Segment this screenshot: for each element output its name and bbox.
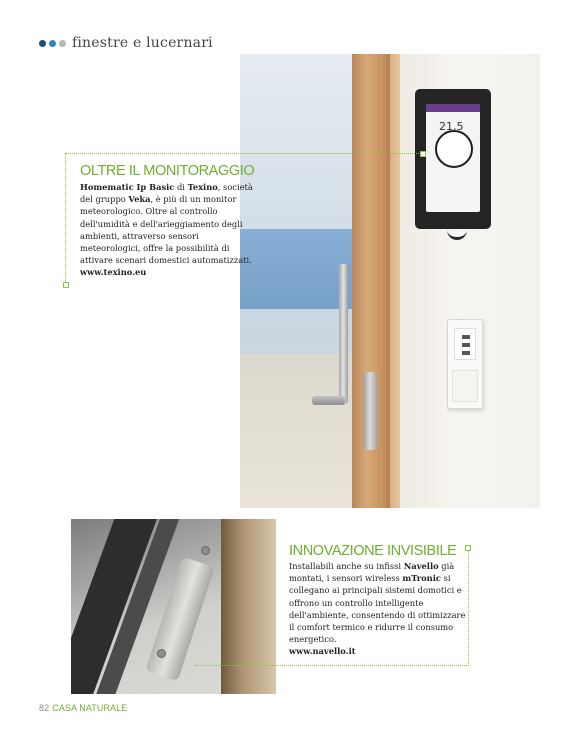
switch-panel <box>454 328 476 360</box>
callout-2-heading: INNOVAZIONE INVISIBILE <box>289 543 457 559</box>
switch-button-icon <box>462 335 470 339</box>
thermostat-dial-icon <box>435 130 473 168</box>
thermostat-tablet <box>415 89 491 229</box>
website-link[interactable]: www.navello.it <box>289 646 356 657</box>
body-text: di <box>174 182 188 192</box>
thermostat-temperature: 21,5 <box>439 120 464 133</box>
callout-2 <box>289 543 469 658</box>
section-title: finestre e lucernari <box>72 35 213 51</box>
body-text: , è più di un monitor meteorologico. Oltre al controllo dell'umidità e dell'arieggiamento degli ambienti, attraverso sensori meteorologici, offre la possibilità di attivare scenari domestici automatizzati. <box>80 194 252 266</box>
thermostat-screen <box>426 104 480 212</box>
page-footer <box>39 703 127 713</box>
callout-2-body <box>289 560 469 658</box>
body-text: si collegano ai principali sistemi domotici e offrono un controllo intelligente dell'ambiente, consentendo di ottimizzare il comfort termico e ridurre il consumo energetico. <box>289 573 466 645</box>
screw-icon <box>157 649 166 658</box>
dot-dark-blue <box>39 40 46 47</box>
section-dots-icon <box>39 40 66 47</box>
section-header <box>39 33 213 53</box>
switch-button-icon <box>462 351 470 355</box>
product-name: Homematic Ip Basic <box>80 182 175 192</box>
dot-blue <box>49 40 56 47</box>
callout-1-body <box>80 181 255 279</box>
window-handle-lever <box>312 396 345 405</box>
group-name: Veka <box>128 194 151 205</box>
website-link[interactable]: www.texino.eu <box>80 267 147 278</box>
body-text: , società del gruppo <box>80 182 253 205</box>
brand-name: Texino <box>187 182 218 192</box>
body-text: già montati, i sensori wireless <box>289 561 455 584</box>
magazine-name: CASA NATURALE <box>52 703 128 713</box>
window-handle-plate <box>363 372 377 450</box>
switch-lower-plate <box>452 370 478 402</box>
brand-name: Navello <box>403 561 439 571</box>
product-name: mTronic <box>402 573 441 584</box>
dot-grey <box>59 40 66 47</box>
thermostat-topbar <box>426 104 480 112</box>
page-number: 82 <box>39 703 50 713</box>
wall-switch <box>447 319 483 409</box>
window-handle-bar <box>339 264 348 404</box>
corner-square-icon <box>420 151 426 157</box>
callout-1-heading: OLTRE IL MONITORAGGIO <box>80 163 255 179</box>
switch-button-icon <box>462 343 470 347</box>
callout-1 <box>80 163 255 279</box>
corner-square-icon <box>63 282 69 288</box>
body-text: Installabili anche su infissi <box>289 561 404 571</box>
